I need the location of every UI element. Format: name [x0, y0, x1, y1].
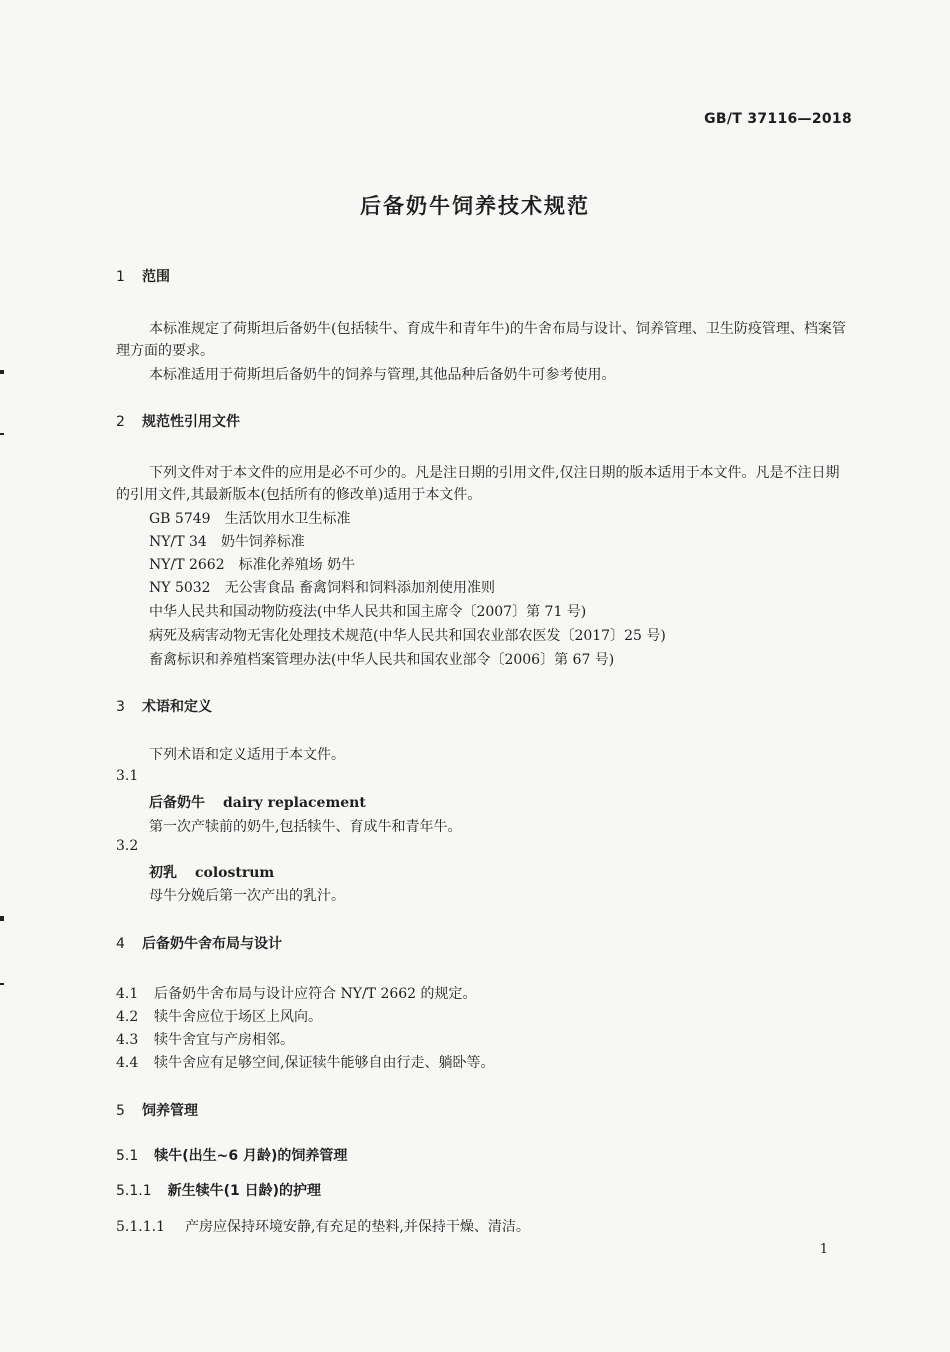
scan-margin-mark: [0, 370, 4, 374]
subsection-title: 新生犊牛(1 日龄)的护理: [167, 1183, 322, 1199]
section-number: 4: [116, 936, 125, 952]
term-zh: 初乳: [149, 865, 177, 881]
clause-item: [116, 1216, 530, 1236]
section-title: 后备奶牛舍布局与设计: [142, 936, 282, 952]
section-title: 范围: [142, 269, 170, 285]
clause-number: 4.2: [116, 1009, 139, 1025]
subsection-heading: [116, 1180, 321, 1200]
term-heading: [149, 792, 366, 812]
reference-name: 畜禽标识和养殖档案管理办法(中华人民共和国农业部令〔2006〕第 67 号): [149, 652, 615, 668]
clause-number: 5.1.1.1: [116, 1219, 165, 1235]
term-en: dairy replacement: [223, 795, 366, 811]
subsection-number: 5.1: [116, 1148, 139, 1164]
term-zh: 后备奶牛: [149, 795, 205, 811]
section-title: 规范性引用文件: [142, 414, 240, 430]
term-definition: 第一次产犊前的奶牛,包括犊牛、育成牛和青年牛。: [149, 819, 462, 835]
reference-item: [149, 625, 666, 645]
reference-item: [149, 531, 305, 551]
references-intro-paragraph: 下列文件对于本文件的应用是必不可少的。凡是注日期的引用文件,仅注日期的版本适用于本文件。凡是不注日期的引用文件,其最新版本(包括所有的修改单)适用于本文件。: [116, 465, 840, 503]
subsection-number: 5.1.1: [116, 1183, 152, 1199]
clause-text: 产房应保持环境安静,有充足的垫料,并保持干燥、清洁。: [184, 1219, 530, 1235]
section-title: 术语和定义: [142, 699, 212, 715]
clause-text: 犊牛舍应位于场区上风向。: [154, 1009, 322, 1025]
clause-text: 后备奶牛舍布局与设计应符合 NY/T 2662 的规定。: [154, 986, 477, 1002]
section-number: 3: [116, 699, 125, 715]
section-heading-barn-layout: [116, 933, 282, 953]
section-heading-terms: [116, 696, 212, 716]
section-number: 5: [116, 1103, 125, 1119]
reference-code: NY/T 2662: [149, 557, 225, 573]
term-heading: [149, 862, 274, 882]
reference-item: [149, 601, 586, 621]
clause-number: 4.3: [116, 1032, 139, 1048]
reference-name: 无公害食品 畜禽饲料和饲料添加剂使用准则: [224, 580, 496, 596]
reference-code: GB 5749: [149, 511, 211, 527]
clause-number: 4.4: [116, 1055, 139, 1071]
section-heading-scope: [116, 266, 170, 286]
page-number: 1: [819, 1242, 828, 1257]
clause-item: [116, 1006, 322, 1026]
clause-text: 犊牛舍应有足够空间,保证犊牛能够自由行走、躺卧等。: [154, 1055, 495, 1071]
clause-item: [116, 983, 477, 1003]
section-heading-feeding-management: [116, 1100, 198, 1120]
document-title: 后备奶牛饲养技术规范: [360, 194, 590, 218]
clause-number: 4.1: [116, 986, 139, 1002]
scope-paragraph-1: 本标准规定了荷斯坦后备奶牛(包括犊牛、育成牛和青年牛)的牛舍布局与设计、饲养管理、卫生防疫管理、档案管理方面的要求。: [116, 321, 846, 359]
reference-code: NY 5032: [149, 580, 211, 596]
subsection-title: 犊牛(出生~6 月龄)的饲养管理: [154, 1148, 348, 1164]
section-heading-normative-references: [116, 411, 240, 431]
reference-name: 病死及病害动物无害化处理技术规范(中华人民共和国农业部农医发〔2017〕25 号): [149, 628, 666, 644]
terms-intro-paragraph: 下列术语和定义适用于本文件。: [149, 747, 345, 763]
subsection-heading: [116, 1145, 347, 1165]
reference-name: 中华人民共和国动物防疫法(中华人民共和国主席令〔2007〕第 71 号): [149, 604, 587, 620]
scope-paragraph-2: 本标准适用于荷斯坦后备奶牛的饲养与管理,其他品种后备奶牛可参考使用。: [149, 367, 616, 383]
reference-item: [149, 508, 351, 528]
term-definition: 母牛分娩后第一次产出的乳汁。: [149, 888, 345, 904]
reference-name: 标准化养殖场 奶牛: [238, 557, 356, 573]
term-number: 3.1: [116, 768, 139, 784]
standard-number: GB/T 37116—2018: [704, 111, 852, 127]
reference-item: [149, 554, 355, 574]
term-en: colostrum: [195, 865, 275, 881]
reference-item: [149, 577, 495, 597]
scan-margin-mark: [0, 983, 4, 985]
clause-text: 犊牛舍宜与产房相邻。: [154, 1032, 294, 1048]
reference-code: NY/T 34: [149, 534, 207, 550]
clause-item: [116, 1052, 494, 1072]
reference-name: 生活饮用水卫生标准: [224, 511, 351, 527]
section-number: 2: [116, 414, 125, 430]
reference-item: [149, 649, 614, 669]
term-number: 3.2: [116, 838, 139, 854]
scan-margin-mark: [0, 433, 4, 435]
section-title: 饲养管理: [142, 1103, 198, 1119]
reference-name: 奶牛饲养标准: [220, 534, 305, 550]
scan-margin-mark: [0, 916, 4, 921]
section-number: 1: [116, 269, 125, 285]
clause-item: [116, 1029, 294, 1049]
